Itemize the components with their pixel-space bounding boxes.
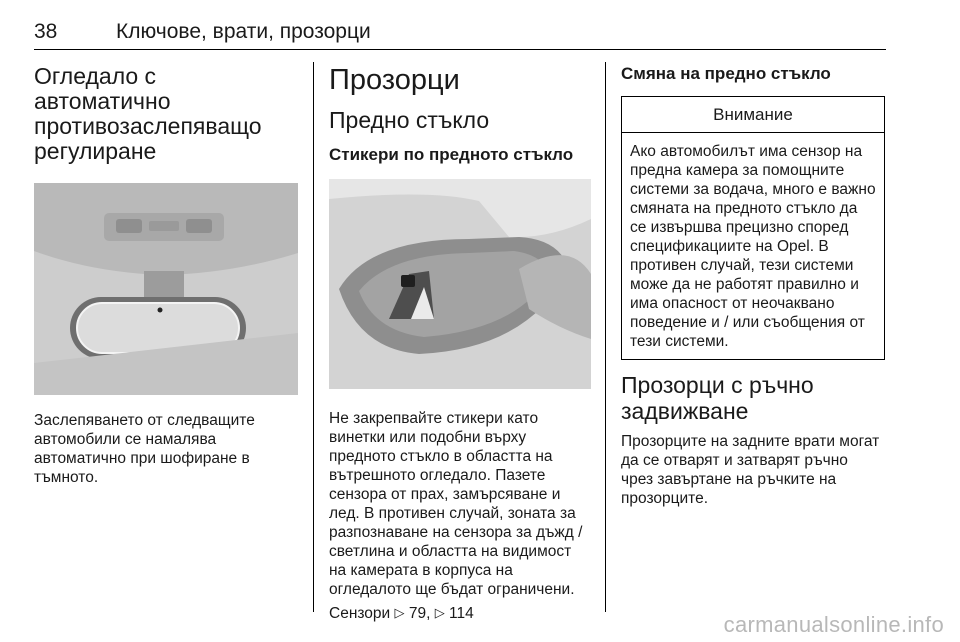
windscreen-sensor-illustration [329,179,591,389]
mirror-illustration [34,183,298,395]
header-rule [34,49,886,50]
section-heading-mirror: Огледало с автоматично противозаслепяващо регулиране [34,63,262,164]
warning-title: Внимание [622,97,884,133]
column-divider-right [605,62,606,612]
left-column [34,64,300,487]
arrow-reference-icon: ▷ [394,605,405,620]
watermark: carmanualsonline.info [723,612,944,637]
arrow-reference-icon: ▷ [434,605,445,620]
stickers-description: Не закрепвайте стикери като винетки или подобни върху предното стъкло в областта на вътрешното огледало. Пазете сензора от прах, замърсяване и лед. В противен случай, зоната за разпознаване на сензора за дъжд / светлина и областта на видимост на камерата в корпуса на огледалото ще бъдат ограничени. [329,410,583,598]
mirror-description: Заслепяването от следващите автомобили се намалява автоматично при шофиране в тъмното. [34,412,255,486]
page-number: 38 [34,20,58,43]
xref-label: Сензори [329,605,391,622]
warning-text: Ако автомобилът има сензор на предна камера за помощните системи за водача, много е важно смяната на предното стъкло да се извършва прецизно според спецификациите на Opel. В противен случай, тези системи може да не работят правилно и има опасност от неочаквано поведение и / или съобщения от тези системи. [630,143,876,350]
subheading-stickers: Стикери по предното стъкло [329,145,574,164]
warning-box [621,96,885,360]
subsection-title-windscreen: Предно стъкло [329,107,490,133]
middle-column [329,64,593,623]
xref-page-2[interactable]: 114 [449,605,474,622]
manual-windows-description: Прозорците на задните врати могат да се отварят и затварят ръчно чрез завъртане на ръчките на прозорците. [621,433,880,507]
column-divider-left [313,62,314,612]
chapter-title: Ключове, врати, прозорци [116,20,371,43]
section-title-windows: Прозорци [329,64,460,96]
sensors-cross-reference: Сензори ▷ 79, ▷ 114 [329,605,474,622]
right-column [621,64,887,508]
section-heading-manual-windows: Прозорци с ръчно задвижване [621,372,814,424]
subheading-windscreen-replacement: Смяна на предно стъкло [621,64,831,83]
page-header [34,20,886,50]
xref-page-1[interactable]: 79 [408,605,427,622]
